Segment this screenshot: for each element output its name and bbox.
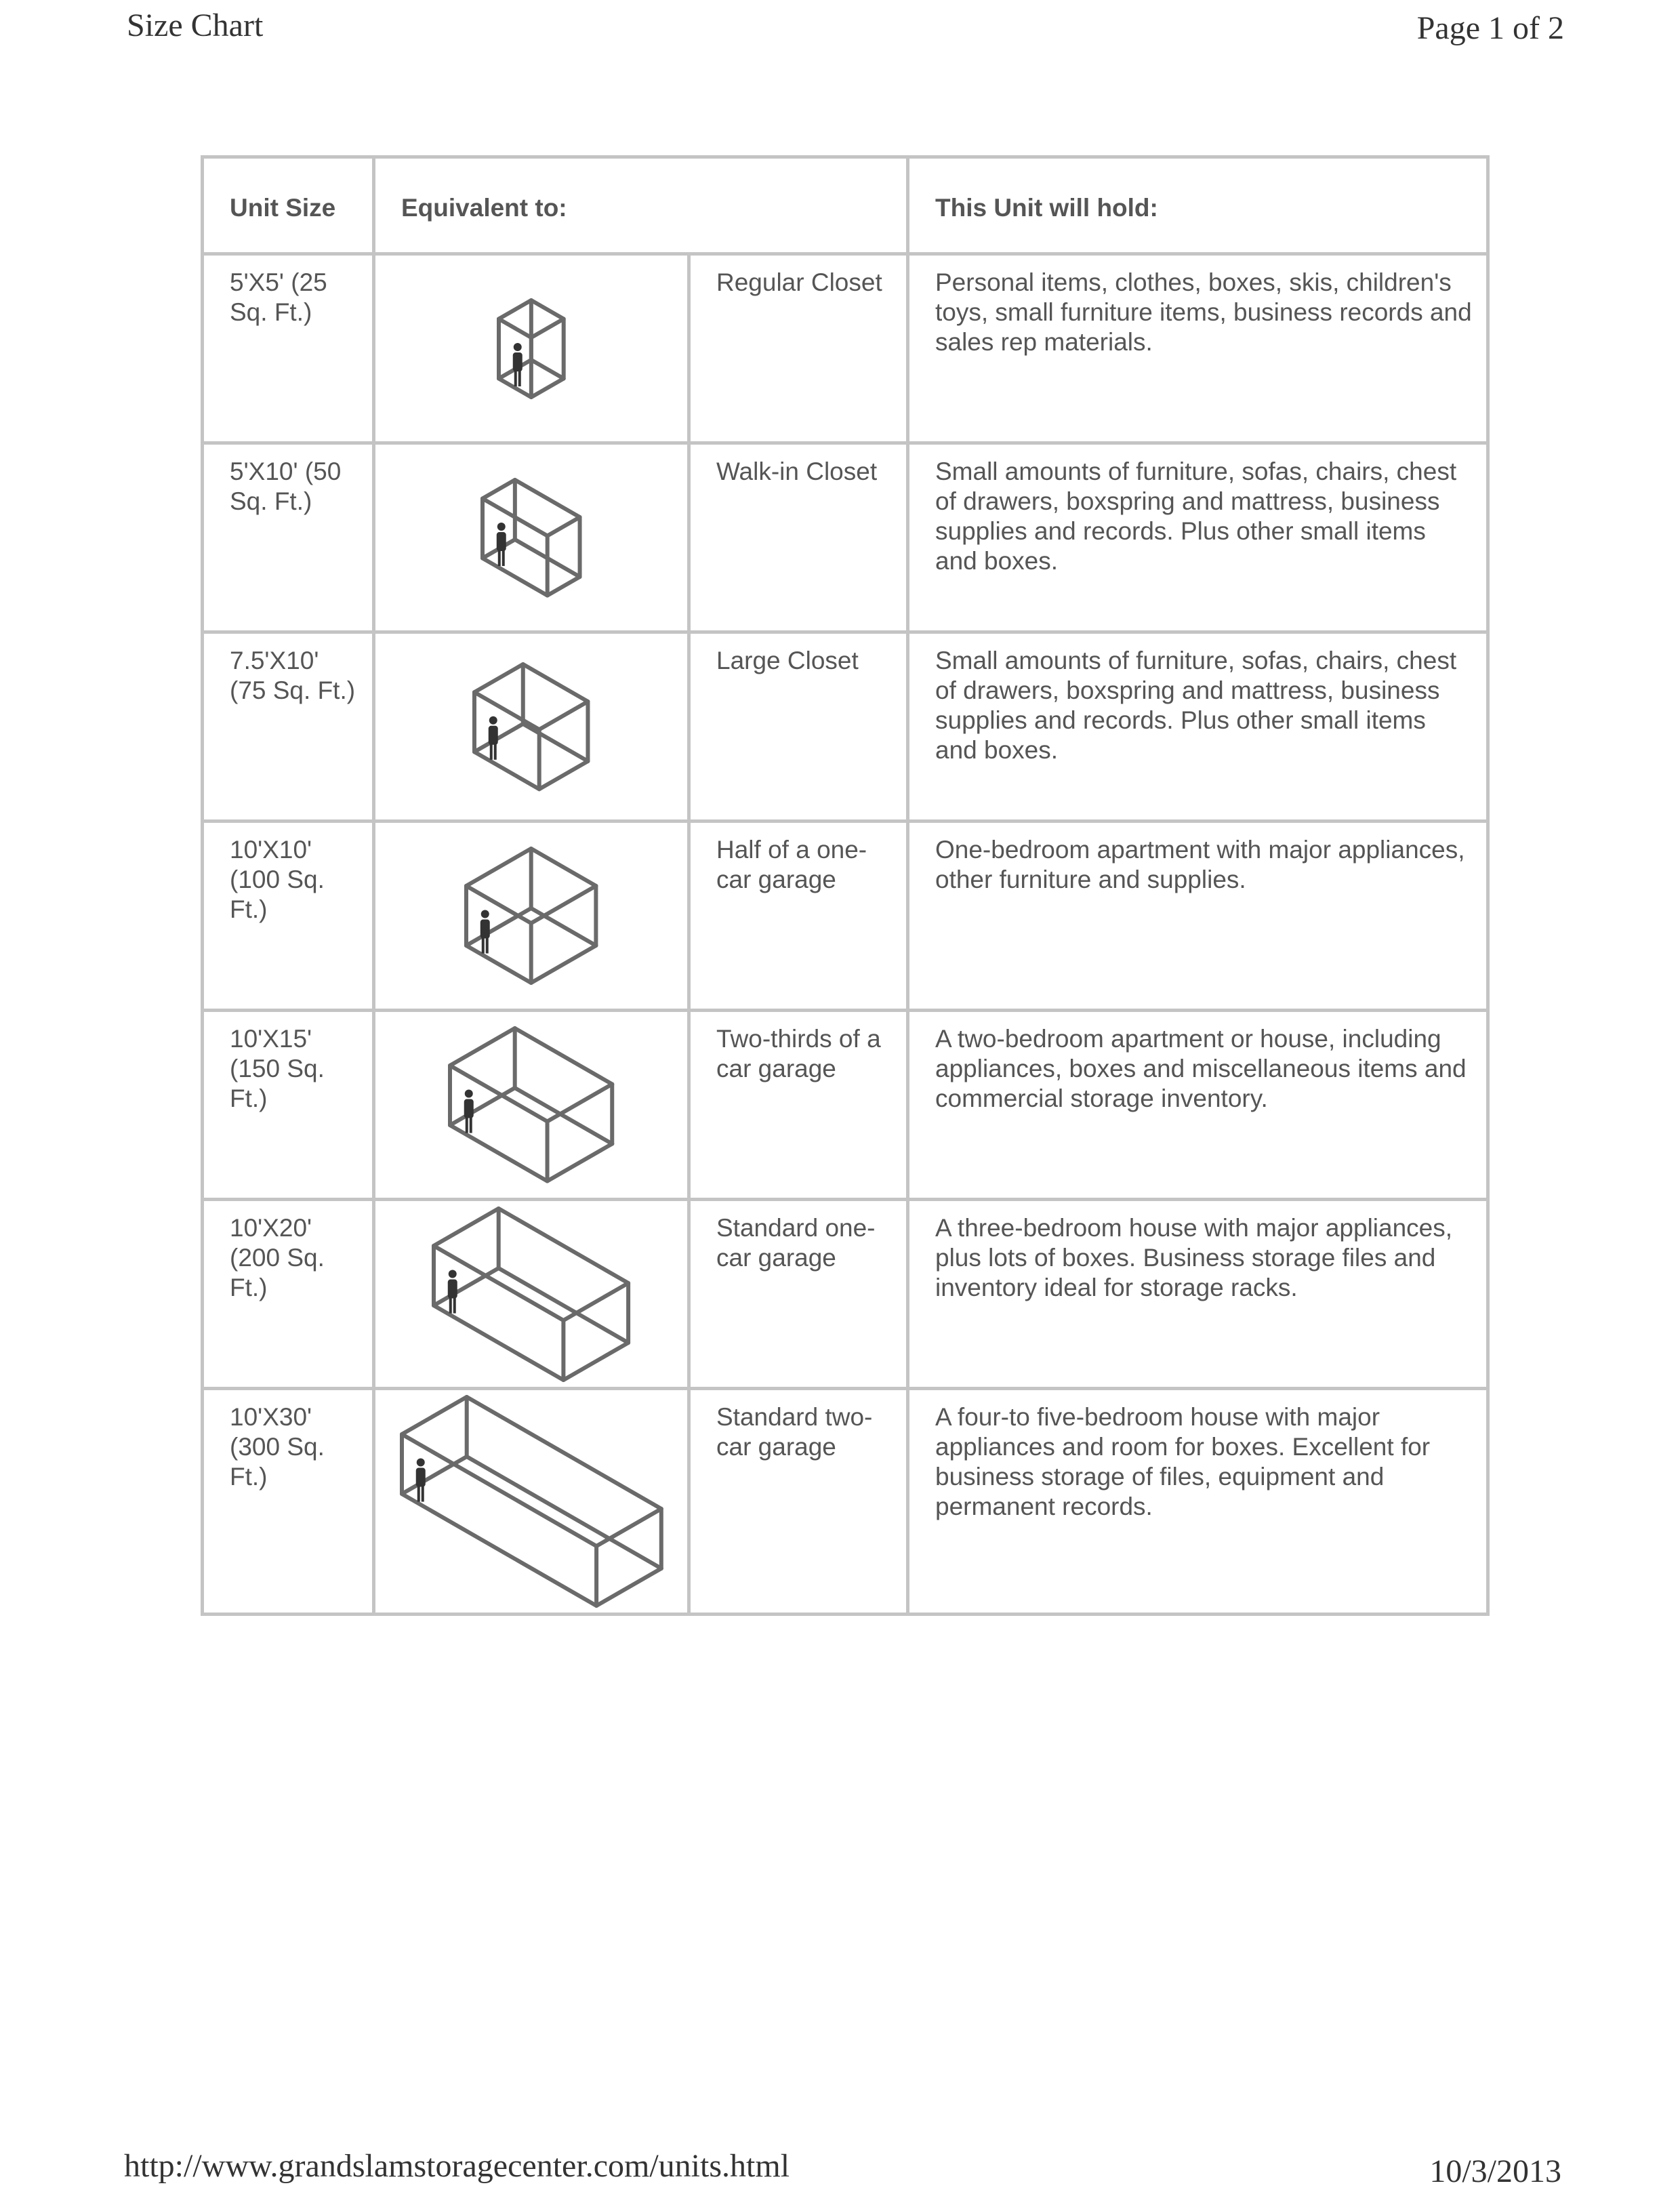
equivalent-cell: Standard two-car garage: [689, 1389, 908, 1615]
unit-illustration-cell: [374, 254, 689, 443]
box-edge: [548, 577, 580, 596]
box-edge: [466, 908, 531, 946]
box-edge: [531, 908, 596, 946]
hold-description-cell: Small amounts of furniture, sofas, chairs, chest of drawers, boxspring and mattress, business supplies and records. Plus other small items and boxes.: [908, 443, 1488, 632]
table-row: [203, 632, 1488, 822]
box-edge: [531, 360, 564, 379]
table-row: [203, 443, 1488, 632]
box-edge: [450, 1028, 515, 1066]
box-edge: [450, 1088, 515, 1125]
storage-box-icon: [443, 1021, 619, 1188]
hold-description-cell: A three-bedroom house with major appliances, plus lots of boxes. Business storage files and inventory ideal for storage racks.: [908, 1200, 1488, 1389]
header-hold: This Unit will hold:: [908, 157, 1488, 254]
box-edge: [531, 886, 596, 923]
hold-description-cell: A four-to five-bedroom house with major appliances and room for boxes. Excellent for business storage of files, equipment and permanent records.: [908, 1389, 1488, 1615]
box-edge: [402, 1457, 467, 1494]
box-edge: [466, 1457, 661, 1568]
box-edge: [466, 886, 531, 923]
box-edge: [596, 1568, 661, 1606]
box-edge: [531, 849, 596, 886]
storage-box-icon: [459, 842, 602, 990]
box-edge: [548, 1144, 613, 1181]
table-row: [203, 1011, 1488, 1200]
box-edge: [539, 702, 588, 729]
box-edge: [531, 300, 564, 319]
header-equivalent: Equivalent to:: [374, 157, 908, 254]
person-icon: [480, 910, 490, 954]
box-edge: [548, 1084, 613, 1122]
unit-size-cell: 7.5'X10' (75 Sq. Ft.): [203, 632, 374, 822]
table-row: [203, 1200, 1488, 1389]
box-edge: [474, 692, 539, 729]
person-icon: [497, 523, 506, 566]
person-icon: [448, 1270, 457, 1313]
hold-description-cell: Small amounts of furniture, sofas, chairs, chest of drawers, boxspring and mattress, business supplies and records. Plus other small items and boxes.: [908, 632, 1488, 822]
box-edge: [483, 558, 548, 595]
footer-date: 10/3/2013: [1429, 2153, 1561, 2189]
equivalent-cell: Large Closet: [689, 632, 908, 822]
storage-box-icon: [476, 473, 587, 603]
unit-illustration-cell: [374, 1200, 689, 1389]
box-edge: [515, 1028, 613, 1084]
unit-size-cell: 5'X5' (25 Sq. Ft.): [203, 254, 374, 443]
box-edge: [515, 1088, 613, 1144]
unit-illustration-cell: [374, 822, 689, 1011]
table-row: [203, 1389, 1488, 1615]
person-icon: [464, 1090, 474, 1133]
box-edge: [474, 664, 523, 692]
equivalent-cell: Walk-in Closet: [689, 443, 908, 632]
storage-box-icon: [492, 293, 571, 404]
box-edge: [499, 300, 531, 319]
box-edge: [434, 1305, 563, 1380]
box-edge: [466, 849, 531, 886]
box-edge: [466, 946, 531, 983]
equivalent-cell: Two-thirds of a car garage: [689, 1011, 908, 1200]
table-row: [203, 822, 1488, 1011]
box-edge: [531, 378, 564, 397]
box-edge: [434, 1268, 499, 1305]
unit-size-cell: 10'X30' (300 Sq. Ft.): [203, 1389, 374, 1615]
table-row: [203, 254, 1488, 443]
box-edge: [531, 946, 596, 983]
unit-illustration-cell: [374, 1011, 689, 1200]
person-icon: [513, 343, 523, 386]
size-chart-table: [201, 155, 1490, 1616]
box-edge: [539, 761, 588, 789]
box-edge: [564, 1343, 629, 1380]
unit-illustration-cell: [374, 1389, 689, 1615]
box-edge: [402, 1397, 467, 1434]
box-edge: [499, 319, 531, 338]
hold-description-cell: One-bedroom apartment with major appliances, other furniture and supplies.: [908, 822, 1488, 1011]
box-edge: [515, 480, 580, 517]
box-edge: [548, 517, 580, 536]
page-number: Page 1 of 2: [1416, 10, 1564, 46]
footer-url[interactable]: http://www.grandslamstoragecenter.com/units.html: [124, 2148, 790, 2184]
person-icon: [415, 1459, 425, 1502]
hold-description-cell: A two-bedroom apartment or house, including appliances, boxes and miscellaneous items and commercial storage inventory.: [908, 1011, 1488, 1200]
page-title: Size Chart: [127, 7, 264, 43]
storage-box-icon: [427, 1202, 635, 1387]
box-edge: [483, 480, 515, 499]
unit-size-cell: 10'X10' (100 Sq. Ft.): [203, 822, 374, 1011]
equivalent-cell: Half of a one-car garage: [689, 822, 908, 1011]
box-edge: [402, 1434, 596, 1546]
unit-size-cell: 10'X15' (150 Sq. Ft.): [203, 1011, 374, 1200]
box-edge: [402, 1494, 596, 1606]
equivalent-cell: Standard one-car garage: [689, 1200, 908, 1389]
box-edge: [564, 1283, 629, 1320]
storage-box-icon: [468, 657, 594, 796]
box-edge: [523, 724, 588, 761]
box-edge: [434, 1209, 499, 1246]
table-header-row: [203, 157, 1488, 254]
box-edge: [450, 1125, 548, 1181]
box-edge: [474, 752, 539, 789]
box-edge: [499, 1209, 628, 1283]
box-edge: [531, 319, 564, 338]
unit-size-cell: 10'X20' (200 Sq. Ft.): [203, 1200, 374, 1389]
box-edge: [596, 1509, 661, 1546]
storage-box-icon: [395, 1390, 668, 1613]
person-icon: [489, 716, 498, 760]
box-edge: [474, 724, 523, 752]
unit-size-cell: 5'X10' (50 Sq. Ft.): [203, 443, 374, 632]
hold-description-cell: Personal items, clothes, boxes, skis, children's toys, small furniture items, business records and sales rep materials.: [908, 254, 1488, 443]
unit-illustration-cell: [374, 632, 689, 822]
box-edge: [466, 1397, 661, 1509]
box-edge: [523, 664, 588, 702]
equivalent-cell: Regular Closet: [689, 254, 908, 443]
header-unit-size: Unit Size: [203, 157, 374, 254]
unit-illustration-cell: [374, 443, 689, 632]
